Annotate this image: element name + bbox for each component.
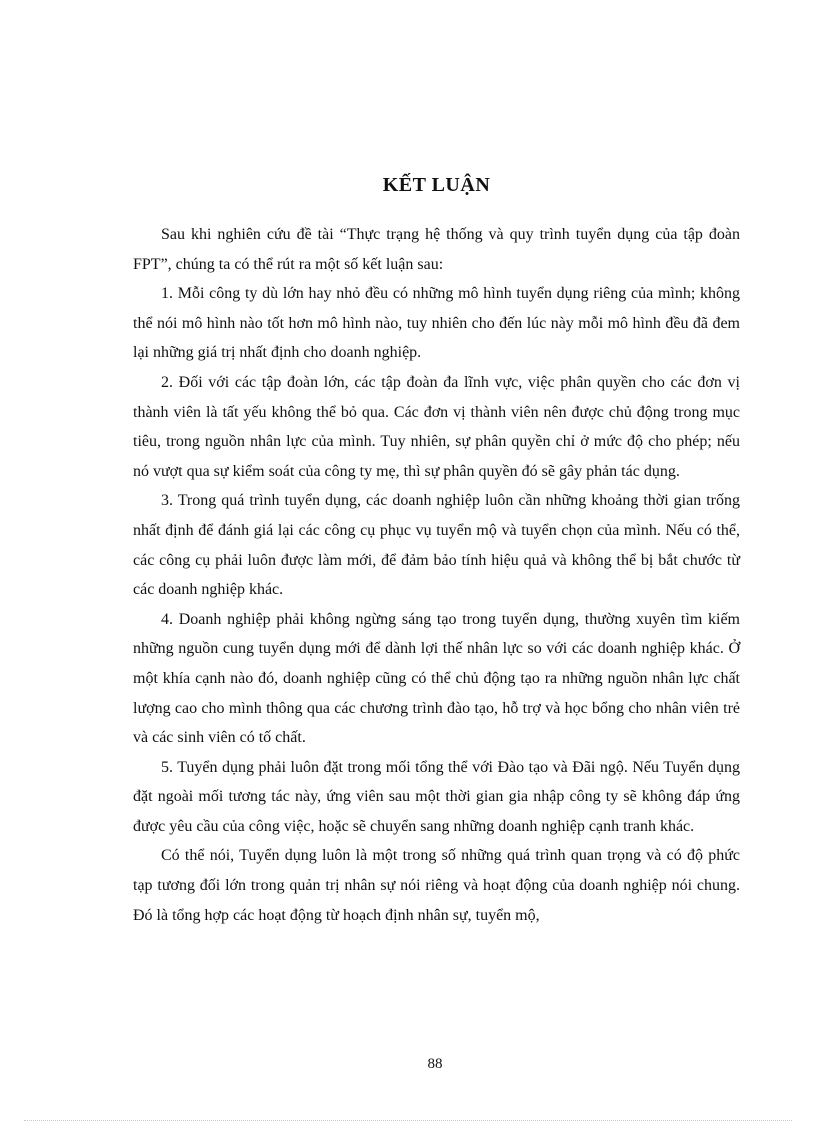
- conclusion-item-3: 3. Trong quá trình tuyển dụng, các doanh nghiệp luôn cần những khoảng thời gian trống nhất định để đánh giá lại các công cụ phục vụ tuyển mộ và tuyển chọn của mình. Nếu có thể, các công cụ phải luôn được làm mới, để đảm bảo tính hiệu quả và không thể bị bắt chước từ các doanh nghiệp khác.: [133, 492, 740, 599]
- conclusion-item-5: 5. Tuyển dụng phải luôn đặt trong mối tổng thể với Đào tạo và Đãi ngộ. Nếu Tuyển dụng đặt ngoài mối tương tác này, ứng viên sau một thời gian gia nhập công ty sẽ không đáp ứng được yêu cầu của công việc, hoặc sẽ chuyển sang những doanh nghiệp cạnh tranh khác.: [133, 758, 740, 835]
- page-number: 88: [427, 1056, 443, 1072]
- conclusion-item-4: 4. Doanh nghiệp phải không ngừng sáng tạo trong tuyển dụng, thường xuyên tìm kiếm những nguồn cung tuyển dụng mới để dành lợi thế nhân lực so với các doanh nghiệp khác. Ở một khía cạnh nào đó, doanh nghiệp cũng có thể chủ động tạo ra những nguồn nhân lực chất lượng cao cho mình thông qua các chương trình đào tạo, hỗ trợ và học bổng cho nhân viên trẻ và các sinh viên có tố chất.: [133, 610, 740, 747]
- intro-paragraph: Sau khi nghiên cứu đề tài “Thực trạng hệ thống và quy trình tuyển dụng của tập đoàn FPT”, chúng ta có thể rút ra một số kết luận sau:: [133, 226, 740, 273]
- conclusion-item-2: 2. Đối với các tập đoàn lớn, các tập đoàn đa lĩnh vực, việc phân quyền cho các đơn vị thành viên là tất yếu không thể bỏ qua. Các đơn vị thành viên nên được chủ động trong mục tiêu, trong nguồn nhân lực của mình. Tuy nhiên, sự phân quyền chỉ ở mức độ cho phép; nếu nó vượt qua sự kiểm soát của công ty mẹ, thì sự phân quyền đó sẽ gây phản tác dụng.: [133, 373, 740, 480]
- conclusion-item-1: 1. Mỗi công ty dù lớn hay nhỏ đều có những mô hình tuyển dụng riêng của mình; không thể nói mô hình nào tốt hơn mô hình nào, tuy nhiên cho đến lúc này mỗi mô hình đều đã đem lại những giá trị nhất định cho doanh nghiệp.: [133, 285, 740, 362]
- page-title: KẾT LUẬN: [382, 174, 491, 196]
- body-text: [133, 220, 740, 930]
- closing-paragraph: Có thể nói, Tuyển dụng luôn là một trong số những quá trình quan trọng và có độ phức tạp tương đối lớn trong quản trị nhân sự nói riêng và hoạt động của doanh nghiệp nói chung. Đó là tổng hợp các hoạt động từ hoạch định nhân sự, tuyển mộ,: [133, 847, 740, 924]
- page-bottom-divider: [24, 1120, 792, 1121]
